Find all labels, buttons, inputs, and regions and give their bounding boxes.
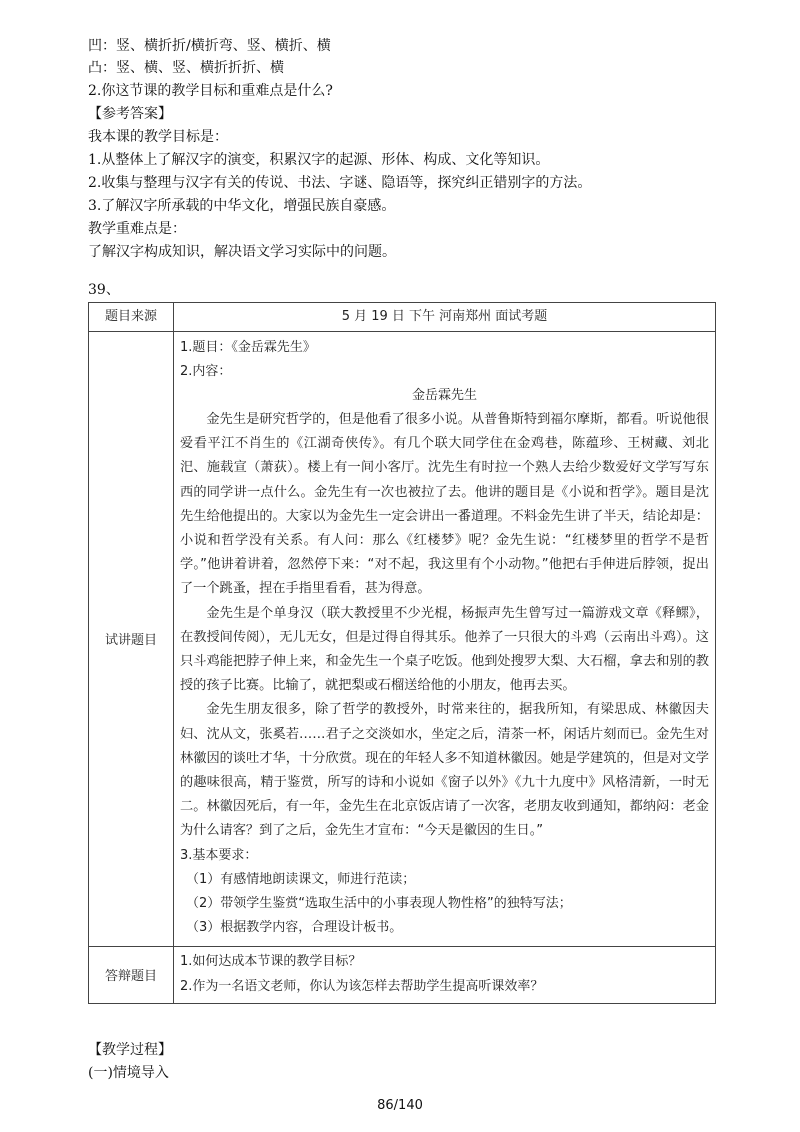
table-row [89,303,716,332]
requirement-item: （3）根据教学内容，合理设计板书。 [186,919,403,935]
section-heading: (一)情境导入 [88,1065,169,1081]
exam-question-table [88,302,716,1004]
defense-content-cell [174,946,716,1003]
trial-label: 试讲题目 [89,332,174,947]
table-row [89,332,716,947]
requirement-item: （1）有感情地朗读课文，师进行范读； [186,871,416,887]
text-line: 了解汉字构成知识，解决语文学习实际中的问题。 [88,244,396,260]
passage-paragraph: 金先生是研究哲学的，但是他看了很多小说。从普鲁斯特到福尔摩斯，都看。听说他很爱看平江不肖生的《江湖奇侠传》。有几个联大同学住在金鸡巷，陈蕴珍、王树藏、刘北汜、施载宣（萧荻）。楼上有一间小客厅。沈先生有时拉一个熟人去给少数爱好文学写写东西的同学讲一点什么。金先生有一次也被拉了去。他讲的题目是《小说和哲学》。题目是沈先生给他提出的。大家以为金先生一定会讲出一番道理。不料金先生讲了半天，结论却是：小说和哲学没有关系。有人问：那么《红楼梦》呢？金先生说：“红楼梦里的哲学不是哲学。”他讲着讲着，忽然停下来：“对不起，我这里有个小动物。”他把右手伸进后脖领，捉出了一个跳蚤，捏在手指里看看，甚为得意。 [180,412,709,597]
text-line: 1.从整体上了解汉字的演变，积累汉字的起源、形体、构成、文化等知识。 [88,152,550,168]
text-line: 教学重难点是： [88,221,186,237]
page-number: 86/140 [377,1098,423,1113]
passage-title: 金岳霖先生 [411,388,477,403]
text-line: 3.了解汉字所承载的中华文化，增强民族自豪感。 [88,198,396,214]
source-value: 5 月 19 日 下午 河南郑州 面试考题 [174,303,716,332]
defense-label: 答辩题目 [89,946,174,1003]
text-line: 凹：竖、横折折/横折弯、竖、横折、横 [88,38,331,54]
text-line: 2.收集与整理与汉字有关的传说、书法、字谜、隐语等，探究纠正错别字的方法。 [88,175,592,191]
table-row [89,946,716,1003]
requirements-title: 3.基本要求： [180,847,258,863]
teaching-process-heading: 【教学过程】 [88,1042,172,1058]
source-label: 题目来源 [89,303,174,332]
defense-question: 2.作为一名语文老师，你认为该怎样去帮助学生提高听课效率？ [180,978,544,994]
passage-paragraph: 金先生朋友很多，除了哲学的教授外，时常来往的，据我所知，有梁思成、林徽因夫妇、沈从文，张奚若……君子之交淡如水，坐定之后，清茶一杯，闲话片刻而已。金先生对林徽因的谈吐才华，十分欣赏。现在的年轻人多不知道林徽因。她是学建筑的，但是对文学的趣味很高，精于鉴赏，所写的诗和小说如《窗子以外》《九十九度中》风格清新，一时无二。林徽因死后，有一年，金先生在北京饭店请了一次客，老朋友收到通知，都纳闷：老金为什么请客？到了之后，金先生才宣布：“今天是徽因的生日。” [180,702,709,839]
requirement-item: （2）带领学生鉴赏“选取生活中的小事表现人物性格”的独特写法； [186,895,572,911]
reference-answer-heading: 【参考答案】 [88,106,172,122]
text-line: 我本课的教学目标是： [88,129,228,145]
item-number: 39、 [88,282,120,298]
content-line: 2.内容： [180,364,232,379]
trial-content-cell [174,332,716,947]
text-line: 凸：竖、横、竖、横折折折、横 [88,60,284,76]
topic-line: 1.题目：《金岳霖先生》 [180,340,316,355]
question-line: 2.你这节课的教学目标和重难点是什么? [88,83,333,99]
passage-paragraph: 金先生是个单身汉（联大教授里不少光棍，杨振声先生曾写过一篇游戏文章《释鳏》，在教授间传阅），无儿无女，但是过得自得其乐。他养了一只很大的斗鸡（云南出斗鸡）。这只斗鸡能把脖子伸上来，和金先生一个桌子吃饭。他到处搜罗大梨、大石榴，拿去和别的教授的孩子比赛。比输了，就把梨或石榴送给他的小朋友，他再去买。 [180,605,709,694]
defense-question: 1.如何达成本节课的教学目标？ [180,953,362,969]
